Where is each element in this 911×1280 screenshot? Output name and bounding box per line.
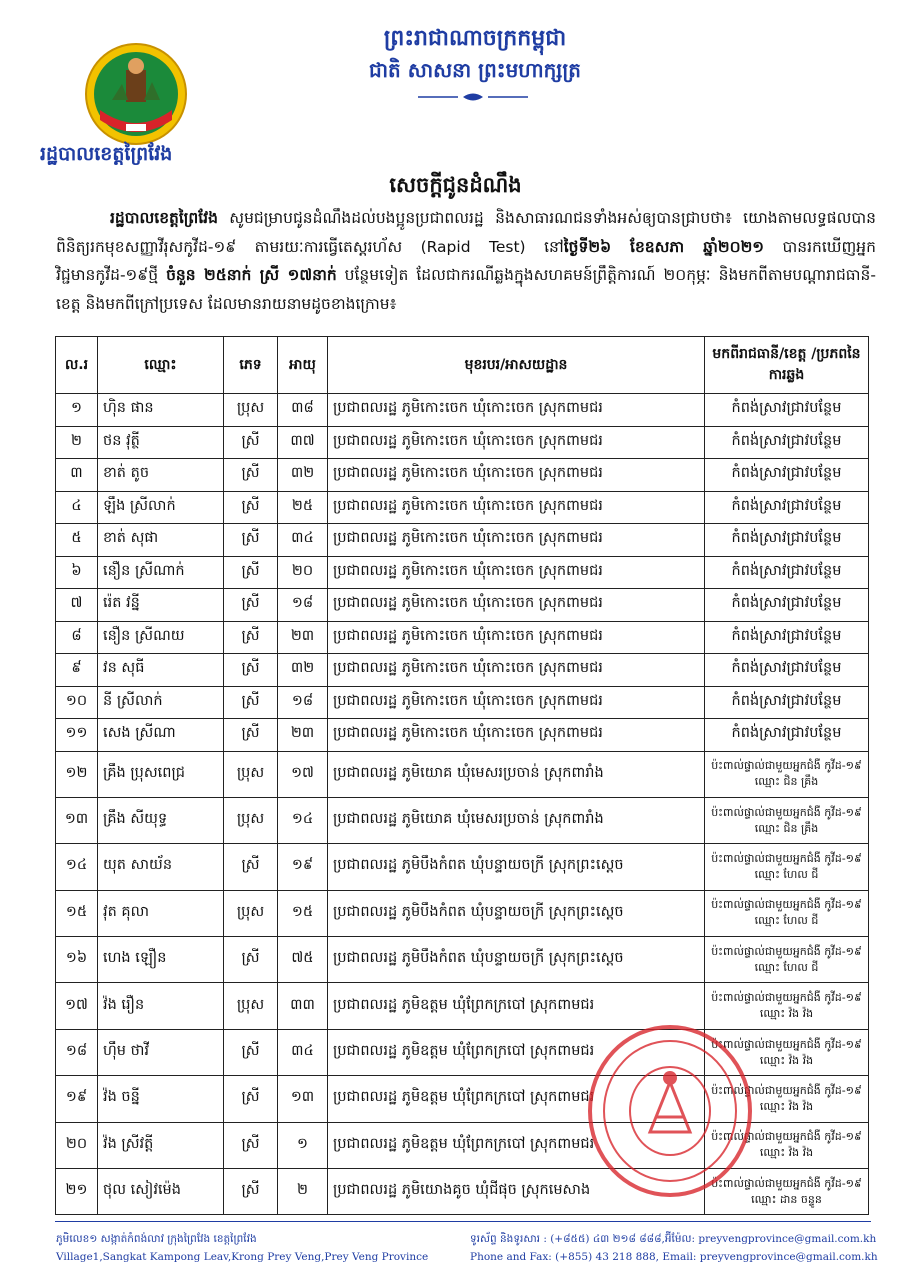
table-row bbox=[56, 426, 869, 459]
cell-source: កំពង់ស្រាវជ្រាវបន្ថែម bbox=[705, 589, 869, 622]
cell-source: កំពង់ស្រាវជ្រាវបន្ថែម bbox=[705, 491, 869, 524]
table-row bbox=[56, 751, 869, 797]
cell-name: រ៉េត វន្នី bbox=[98, 589, 224, 622]
table-row bbox=[56, 556, 869, 589]
cell-source: ប៉ះពាល់ផ្ទាល់ជាមួយអ្នកជំងឺ កូវីដ-១៩ ឈ្មោះ ជិន គ្រឹង bbox=[705, 797, 869, 843]
cell-address: ប្រជាពលរដ្ឋ ភូមិកោះចេក ឃុំកោះចេក ស្រុកពាមជរ bbox=[328, 654, 705, 687]
cell-source: កំពង់ស្រាវជ្រាវបន្ថែម bbox=[705, 556, 869, 589]
cell-no: ៩ bbox=[56, 654, 98, 687]
cell-source: ប៉ះពាល់ផ្ទាល់ជាមួយអ្នកជំងឺ កូវីដ-១៩ ឈ្មោះ ហែល ជី bbox=[705, 844, 869, 890]
cell-address: ប្រជាពលរដ្ឋ ភូមិឧត្តម ឃុំព្រែកក្របៅ ស្រុកពាមជរ bbox=[328, 983, 705, 1029]
table-row bbox=[56, 844, 869, 890]
table-row bbox=[56, 1076, 869, 1122]
cell-no: ១៤ bbox=[56, 844, 98, 890]
cell-source: កំពង់ស្រាវជ្រាវបន្ថែម bbox=[705, 621, 869, 654]
cell-name: ខាត់ តូច bbox=[98, 459, 224, 492]
cell-age: ២៣ bbox=[278, 719, 328, 752]
cell-name: វុត គុលា bbox=[98, 890, 224, 936]
cell-no: ៥ bbox=[56, 524, 98, 557]
intro-part-3: បន្ថែមទៀត ដែលជាករណីឆ្លងក្នុងសហគមន៍ព្រឹត្តិការណ៍ ២០កុម្ភៈ និងមកពីតាមបណ្តារាជធានី-ខេត្ត និងមកពីក្រៅប្រទេស ដែលមានរាយនាមដូចខាងក្រោម៖ bbox=[56, 266, 876, 313]
cell-age: ៣២ bbox=[278, 459, 328, 492]
cell-sex: ស្រី bbox=[224, 844, 278, 890]
kingdom-line-1: ព្រះរាជាណាចក្រកម្ពុជា bbox=[383, 25, 567, 51]
cell-address: ប្រជាពលរដ្ឋ ភូមិឧត្តម ឃុំព្រែកក្របៅ ស្រុកពាមជរ bbox=[328, 1122, 705, 1168]
cell-source: កំពង់ស្រាវជ្រាវបន្ថែម bbox=[705, 719, 869, 752]
cell-no: ២ bbox=[56, 426, 98, 459]
cell-age: ២៥ bbox=[278, 491, 328, 524]
cell-no: ២១ bbox=[56, 1169, 98, 1215]
cell-no: ១៦ bbox=[56, 937, 98, 983]
cell-sex: ស្រី bbox=[224, 524, 278, 557]
cell-address: ប្រជាពលរដ្ឋ ភូមិឧត្តម ឃុំព្រែកក្របៅ ស្រុកពាមជរ bbox=[328, 1076, 705, 1122]
intro-part-1: សូមជម្រាបជូនដំណឹងដល់បងប្អូនប្រជាពលរដ្ឋ និងសាធារណជនទាំងអស់ឲ្យបានជ្រាបថា៖ យោងតាមលទ្ធផលបានពិនិត្យរកមុខសញ្ញាវីរុសកូវីដ-១៩ តាមរយៈការធ្វើតេស្តរហ័ស (Rapid Test) នៅ bbox=[56, 209, 876, 256]
cell-age: ១៨ bbox=[278, 589, 328, 622]
cell-source: ប៉ះពាល់ផ្ទាល់ជាមួយអ្នកជំងឺ កូវីដ-១៩ ឈ្មោះ វ៉ង វ៉ង bbox=[705, 983, 869, 1029]
cell-name: យុត សាយ័ន bbox=[98, 844, 224, 890]
cell-no: ១០ bbox=[56, 686, 98, 719]
cell-age: ១ bbox=[278, 1122, 328, 1168]
cell-no: ១៥ bbox=[56, 890, 98, 936]
cell-source: កំពង់ស្រាវជ្រាវបន្ថែម bbox=[705, 394, 869, 427]
footer-contact-en: Phone and Fax: (+855) 43 218 888, Email: preyvengprovince@gmail.com.kh bbox=[470, 1251, 878, 1263]
cell-source: ប៉ះពាល់ផ្ទាល់ជាមួយអ្នកជំងឺ កូវីដ-១៩ ឈ្មោះ ដាន ចន្ទូន bbox=[705, 1169, 869, 1215]
table-row bbox=[56, 797, 869, 843]
cell-address: ប្រជាពលរដ្ឋ ភូមិកោះចេក ឃុំកោះចេក ស្រុកពាមជរ bbox=[328, 556, 705, 589]
table-row bbox=[56, 890, 869, 936]
cell-age: ៣៧ bbox=[278, 426, 328, 459]
cell-sex: ប្រុស bbox=[224, 890, 278, 936]
cell-address: ប្រជាពលរដ្ឋ ភូមិកោះចេក ឃុំកោះចេក ស្រុកពាមជរ bbox=[328, 491, 705, 524]
table-row bbox=[56, 937, 869, 983]
cell-source: ប៉ះពាល់ផ្ទាល់ជាមួយអ្នកជំងឺ កូវីដ-១៩ ឈ្មោះ វ៉ង វ៉ង bbox=[705, 1029, 869, 1075]
cell-no: ៦ bbox=[56, 556, 98, 589]
cell-sex: ប្រុស bbox=[224, 751, 278, 797]
col-header-name: ឈ្មោះ bbox=[98, 337, 224, 394]
table-row bbox=[56, 1169, 869, 1215]
cell-sex: ស្រី bbox=[224, 491, 278, 524]
kingdom-heading bbox=[360, 22, 590, 86]
cell-name: សេង ស្រីណា bbox=[98, 719, 224, 752]
table-header-row bbox=[56, 337, 869, 394]
cell-sex: ប្រុស bbox=[224, 394, 278, 427]
intro-paragraph bbox=[56, 204, 876, 318]
footer-address-en: Village1,Sangkat Kampong Leav,Krong Prey Veng,Prey Veng Province bbox=[56, 1251, 429, 1263]
cell-sex: ស្រី bbox=[224, 654, 278, 687]
cell-name: វ៉ង រឿន bbox=[98, 983, 224, 1029]
cell-age: ១៤ bbox=[278, 797, 328, 843]
cell-no: ១២ bbox=[56, 751, 98, 797]
cell-sex: ស្រី bbox=[224, 1029, 278, 1075]
table-row bbox=[56, 1122, 869, 1168]
cell-no: ៧ bbox=[56, 589, 98, 622]
cell-address: ប្រជាពលរដ្ឋ ភូមិកោះចេក ឃុំកោះចេក ស្រុកពាមជរ bbox=[328, 719, 705, 752]
col-header-address: មុខរបរ/អាសយដ្ឋាន bbox=[328, 337, 705, 394]
cell-no: ៤ bbox=[56, 491, 98, 524]
cell-sex: ស្រី bbox=[224, 556, 278, 589]
province-logo bbox=[82, 40, 190, 148]
cell-sex: ស្រី bbox=[224, 686, 278, 719]
col-header-no: ល.រ bbox=[56, 337, 98, 394]
cell-no: ២០ bbox=[56, 1122, 98, 1168]
cell-name: វ៉ង ស្រីវត្តី bbox=[98, 1122, 224, 1168]
cell-address: ប្រជាពលរដ្ឋ ភូមិកោះចេក ឃុំកោះចេក ស្រុកពាមជរ bbox=[328, 459, 705, 492]
cell-sex: ស្រី bbox=[224, 621, 278, 654]
cell-name: នឿន ស្រីណាក់ bbox=[98, 556, 224, 589]
cell-address: ប្រជាពលរដ្ឋ ភូមិបឹងកំពត ឃុំបន្ទាយចក្រី ស្រុកព្រះស្តេច bbox=[328, 844, 705, 890]
cell-sex: ស្រី bbox=[224, 426, 278, 459]
cell-address: ប្រជាពលរដ្ឋ ភូមិឧត្តម ឃុំព្រែកក្របៅ ស្រុកពាមជរ bbox=[328, 1029, 705, 1075]
cell-no: ៨ bbox=[56, 621, 98, 654]
table-row bbox=[56, 719, 869, 752]
cell-name: គ្រឹង សីយុទ្ធ bbox=[98, 797, 224, 843]
cell-address: ប្រជាពលរដ្ឋ ភូមិយោគ ឃុំមេសរប្រចាន់ ស្រុកពារាំង bbox=[328, 797, 705, 843]
cell-name: ហេង ឡឿន bbox=[98, 937, 224, 983]
cell-age: ៣៤ bbox=[278, 524, 328, 557]
table-row bbox=[56, 491, 869, 524]
cell-age: ៣៤ bbox=[278, 1029, 328, 1075]
cell-source: ប៉ះពាល់ផ្ទាល់ជាមួយអ្នកជំងឺ កូវីដ-១៩ ឈ្មោះ ជិន គ្រឹង bbox=[705, 751, 869, 797]
cell-name: ឡឹង ស្រីលាក់ bbox=[98, 491, 224, 524]
table-row bbox=[56, 1029, 869, 1075]
cell-no: ១ bbox=[56, 394, 98, 427]
cell-age: ២០ bbox=[278, 556, 328, 589]
intro-part-2: បានរកឃើញអ្នកវិជ្ជមានកូវីដ-១៩ថ្មី bbox=[56, 237, 876, 284]
footer-contact-kh: ទូរស័ព្ទ និងទូរសារ : (+៨៥៥) ៤៣ ២១៨ ៨៨៨,អ៊ីម៉ែល: preyvengprovince@gmail.com.kh bbox=[470, 1233, 877, 1245]
cell-address: ប្រជាពលរដ្ឋ ភូមិបឹងកំពត ឃុំបន្ទាយចក្រី ស្រុកព្រះស្តេច bbox=[328, 937, 705, 983]
cases-table bbox=[55, 336, 869, 1215]
cell-name: ខាត់ សុផា bbox=[98, 524, 224, 557]
cell-source: ប៉ះពាល់ផ្ទាល់ជាមួយអ្នកជំងឺ កូវីដ-១៩ ឈ្មោះ វ៉ង វ៉ង bbox=[705, 1076, 869, 1122]
cell-source: កំពង់ស្រាវជ្រាវបន្ថែម bbox=[705, 524, 869, 557]
table-row bbox=[56, 621, 869, 654]
cell-source: កំពង់ស្រាវជ្រាវបន្ថែម bbox=[705, 654, 869, 687]
cell-name: ថុល សៀវម៉េង bbox=[98, 1169, 224, 1215]
cell-address: ប្រជាពលរដ្ឋ ភូមិកោះចេក ឃុំកោះចេក ស្រុកពាមជរ bbox=[328, 589, 705, 622]
cell-sex: ស្រី bbox=[224, 1076, 278, 1122]
cell-name: ហ៊ិន ផាន bbox=[98, 394, 224, 427]
footer-divider bbox=[55, 1221, 871, 1222]
cell-address: ប្រជាពលរដ្ឋ ភូមិកោះចេក ឃុំកោះចេក ស្រុកពាមជរ bbox=[328, 524, 705, 557]
cell-address: ប្រជាពលរដ្ឋ ភូមិកោះចេក ឃុំកោះចេក ស្រុកពាមជរ bbox=[328, 394, 705, 427]
kingdom-line-2: ជាតិ សាសនា ព្រះមហាក្សត្រ bbox=[369, 58, 581, 82]
cell-age: ៣២ bbox=[278, 654, 328, 687]
cell-name: នី ស្រីលាក់ bbox=[98, 686, 224, 719]
cell-address: ប្រជាពលរដ្ឋ ភូមិកោះចេក ឃុំកោះចេក ស្រុកពាមជរ bbox=[328, 686, 705, 719]
cell-name: ហ៊ឹម ថាវី bbox=[98, 1029, 224, 1075]
cell-no: ១៩ bbox=[56, 1076, 98, 1122]
cell-age: ៣៨ bbox=[278, 394, 328, 427]
table-row bbox=[56, 983, 869, 1029]
col-header-sex: ភេទ bbox=[224, 337, 278, 394]
cell-address: ប្រជាពលរដ្ឋ ភូមិកោះចេក ឃុំកោះចេក ស្រុកពាមជរ bbox=[328, 426, 705, 459]
cell-age: ២៣ bbox=[278, 621, 328, 654]
cell-age: ១៧ bbox=[278, 751, 328, 797]
cell-no: ១១ bbox=[56, 719, 98, 752]
cell-source: កំពង់ស្រាវជ្រាវបន្ថែម bbox=[705, 686, 869, 719]
cell-sex: ប្រុស bbox=[224, 797, 278, 843]
cell-source: កំពង់ស្រាវជ្រាវបន្ថែម bbox=[705, 459, 869, 492]
cell-source: ប៉ះពាល់ផ្ទាល់ជាមួយអ្នកជំងឺ កូវីដ-១៩ ឈ្មោះ ហែល ជី bbox=[705, 937, 869, 983]
cell-age: ១៥ bbox=[278, 890, 328, 936]
cell-name: ថន វុត្ថី bbox=[98, 426, 224, 459]
cell-sex: ស្រី bbox=[224, 459, 278, 492]
table-row bbox=[56, 524, 869, 557]
cell-age: ១៨ bbox=[278, 686, 328, 719]
table-row bbox=[56, 686, 869, 719]
intro-count: ចំនួន ២៥នាក់ ស្រី ១៧នាក់ bbox=[166, 266, 337, 284]
footer-address bbox=[56, 1230, 428, 1266]
cell-sex: ប្រុស bbox=[224, 983, 278, 1029]
cell-age: ៧៥ bbox=[278, 937, 328, 983]
cell-sex: ស្រី bbox=[224, 719, 278, 752]
cell-address: ប្រជាពលរដ្ឋ ភូមិបឹងកំពត ឃុំបន្ទាយចក្រី ស្រុកព្រះស្តេច bbox=[328, 890, 705, 936]
col-header-source: មកពីរាជធានី/ខេត្ត /ប្រភពនៃការឆ្លង bbox=[705, 337, 869, 394]
org-name: រដ្ឋបាលខេត្តព្រៃវែង bbox=[40, 143, 173, 165]
cell-no: ១៣ bbox=[56, 797, 98, 843]
table-body bbox=[56, 394, 869, 1215]
cell-age: ១៣ bbox=[278, 1076, 328, 1122]
cell-name: វ៉ង ចន្នី bbox=[98, 1076, 224, 1122]
cell-sex: ស្រី bbox=[224, 937, 278, 983]
cell-age: ១៩ bbox=[278, 844, 328, 890]
cell-no: ១៧ bbox=[56, 983, 98, 1029]
cell-source: ប៉ះពាល់ផ្ទាល់ជាមួយអ្នកជំងឺ កូវីដ-១៩ ឈ្មោះ ហែល ជី bbox=[705, 890, 869, 936]
table-row bbox=[56, 654, 869, 687]
cell-name: គ្រឹង ប្រុសពេជ្រ bbox=[98, 751, 224, 797]
cell-no: ៣ bbox=[56, 459, 98, 492]
intro-date: ថ្ងៃទី២៦ ខែឧសភា ឆ្នាំ២០២១ bbox=[563, 237, 765, 256]
cell-source: កំពង់ស្រាវជ្រាវបន្ថែម bbox=[705, 426, 869, 459]
cell-sex: ស្រី bbox=[224, 1169, 278, 1215]
cell-age: ២ bbox=[278, 1169, 328, 1215]
cell-age: ៣៣ bbox=[278, 983, 328, 1029]
cell-no: ១៨ bbox=[56, 1029, 98, 1075]
table-row bbox=[56, 459, 869, 492]
document-title: សេចក្តីជូនដំណឹង bbox=[389, 173, 522, 197]
table-row bbox=[56, 394, 869, 427]
ornament-divider bbox=[418, 92, 528, 102]
intro-lead: រដ្ឋបាលខេត្តព្រៃវែង bbox=[110, 209, 218, 227]
cell-sex: ស្រី bbox=[224, 589, 278, 622]
cell-address: ប្រជាពលរដ្ឋ ភូមិយោគ ឃុំមេសរប្រចាន់ ស្រុកពារាំង bbox=[328, 751, 705, 797]
cell-source: ប៉ះពាល់ផ្ទាល់ជាមួយអ្នកជំងឺ កូវីដ-១៩ ឈ្មោះ វ៉ង វ៉ង bbox=[705, 1122, 869, 1168]
cell-name: វន សុធី bbox=[98, 654, 224, 687]
footer-address-kh: ភូមិលេខ១ សង្កាត់កំពង់លាវ ក្រុងព្រៃវែង ខេត្តព្រៃវែង bbox=[56, 1233, 257, 1245]
cell-address: ប្រជាពលរដ្ឋ ភូមិកោះចេក ឃុំកោះចេក ស្រុកពាមជរ bbox=[328, 621, 705, 654]
col-header-age: អាយុ bbox=[278, 337, 328, 394]
table-row bbox=[56, 589, 869, 622]
cell-address: ប្រជាពលរដ្ឋ ភូមិយោងគូច ឃុំជីផុច ស្រុកមេសាង bbox=[328, 1169, 705, 1215]
footer-contact bbox=[470, 1230, 878, 1266]
cell-name: នឿន ស្រីណយ bbox=[98, 621, 224, 654]
cell-sex: ស្រី bbox=[224, 1122, 278, 1168]
